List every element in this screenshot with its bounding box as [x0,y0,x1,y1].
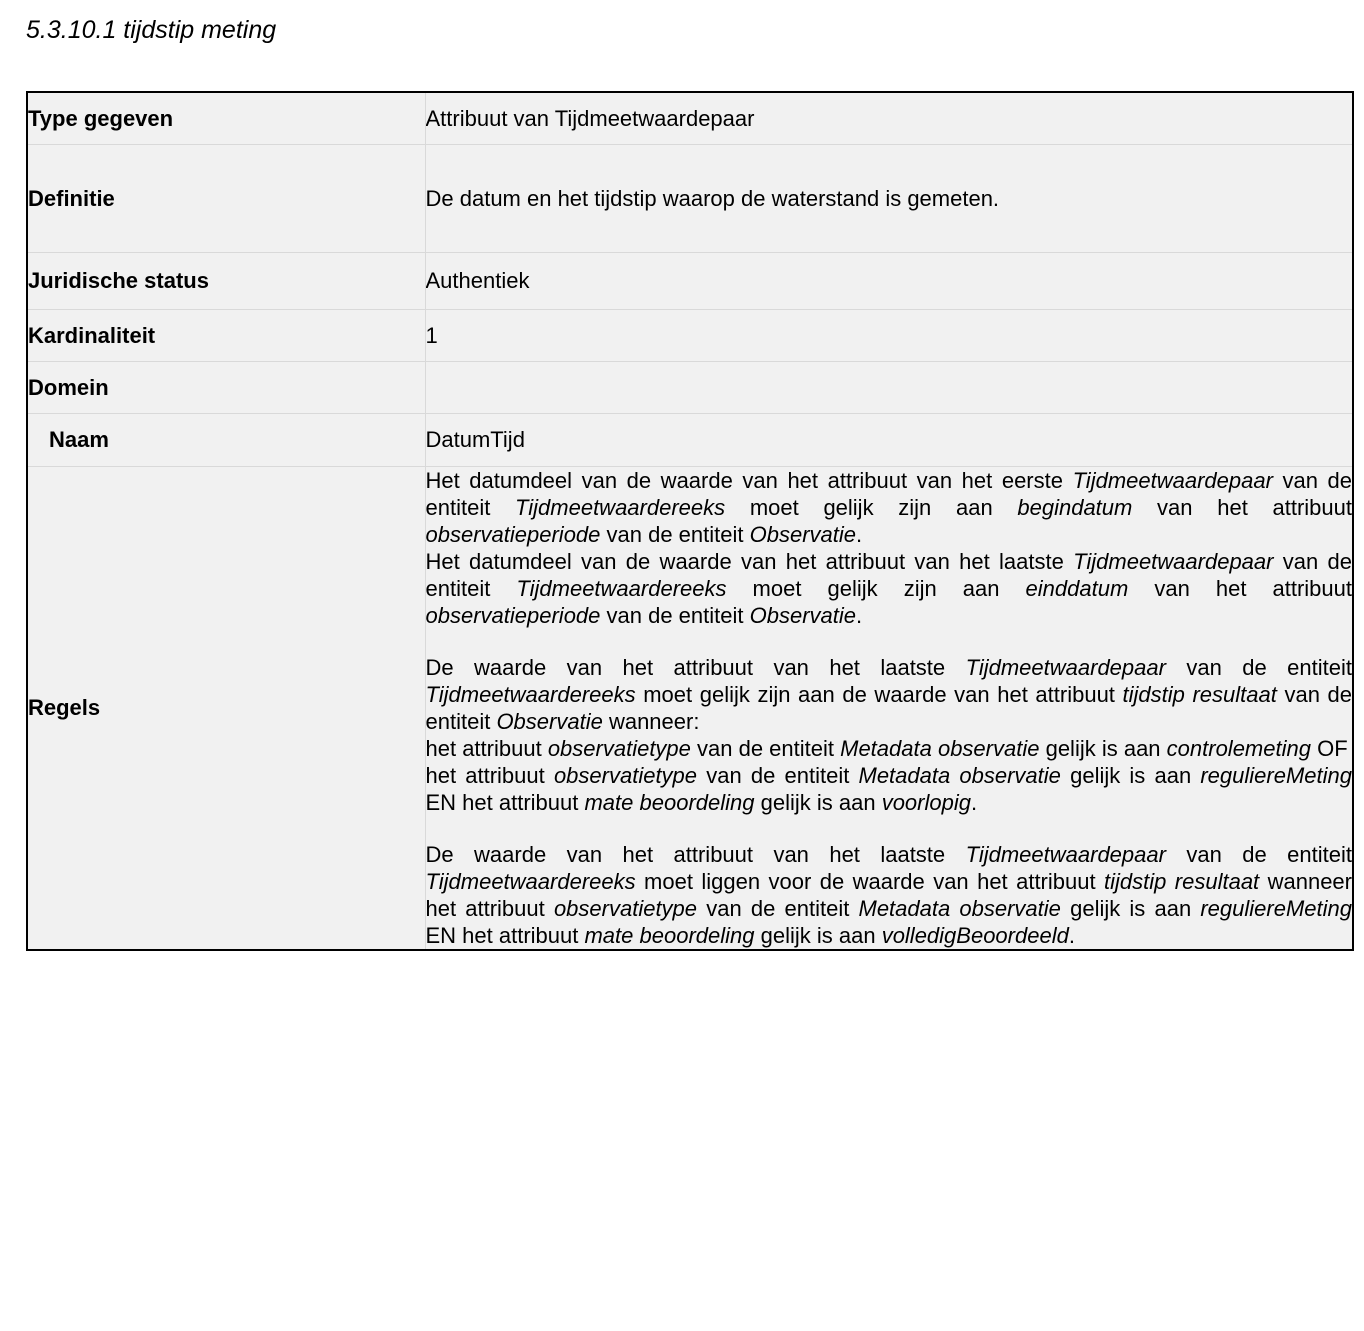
value-type-gegeven: Attribuut van Tijdmeetwaardepaar [425,92,1353,144]
section-heading: 5.3.10.1 tijdstip meting [26,16,277,44]
value-domein [425,361,1353,413]
label-definitie: Definitie [27,144,425,252]
label-domein: Domein [27,361,425,413]
label-juridische-status: Juridische status [27,252,425,309]
label-regels: Regels [27,466,425,950]
row-regels [27,466,1353,950]
label-type-gegeven: Type gegeven [27,92,425,144]
rule-paragraph: Het datumdeel van de waarde van het attribuut van het eerste Tijdmeetwaardepaar van de entiteit Tijdmeetwaardereeks moet gelijk zijn aan begindatum van het attribuut observatieperiode van de entiteit Observatie. [425,467,1352,547]
value-juridische-status: Authentiek [425,252,1353,309]
rule-paragraph: De waarde van het attribuut van het laatste Tijdmeetwaardepaar van de entiteit Tijdmeetwaardereeks moet gelijk zijn aan de waarde van het attribuut tijdstip resultaat van de entiteit Observatie wanneer: [425,654,1352,734]
label-kardinaliteit: Kardinaliteit [27,309,425,361]
value-definitie: De datum en het tijdstip waarop de waterstand is gemeten. [425,144,1353,252]
regels-content [425,466,1353,950]
value-kardinaliteit: 1 [425,309,1353,361]
rule-paragraph: het attribuut observatietype van de entiteit Metadata observatie gelijk is aan controlemeting OF [425,735,1348,761]
row-juridische-status [27,252,1353,309]
row-domein [27,361,1353,413]
label-naam: Naam [27,413,425,466]
row-type-gegeven [27,92,1353,144]
row-naam [27,413,1353,466]
rule-group [426,467,1353,629]
rule-group [426,654,1353,816]
attribute-table [26,91,1354,951]
rule-paragraph: De waarde van het attribuut van het laatste Tijdmeetwaardepaar van de entiteit Tijdmeetwaardereeks moet liggen voor de waarde van het attribuut tijdstip resultaat wanneer het attribuut observatietype van de entiteit Metadata observatie gelijk is aan reguliereMeting EN het attribuut mate beoordeling gelijk is aan volledigBeoordeeld. [425,841,1352,948]
row-definitie [27,144,1353,252]
value-naam: DatumTijd [425,413,1353,466]
rule-paragraph: het attribuut observatietype van de entiteit Metadata observatie gelijk is aan reguliereMeting EN het attribuut mate beoordeling gelijk is aan voorlopig. [425,762,1352,815]
rule-group [426,841,1353,949]
rule-paragraph: Het datumdeel van de waarde van het attribuut van het laatste Tijdmeetwaardepaar van de entiteit Tijdmeetwaardereeks moet gelijk zijn aan einddatum van het attribuut observatieperiode van de entiteit Observatie. [425,548,1352,628]
row-kardinaliteit [27,309,1353,361]
